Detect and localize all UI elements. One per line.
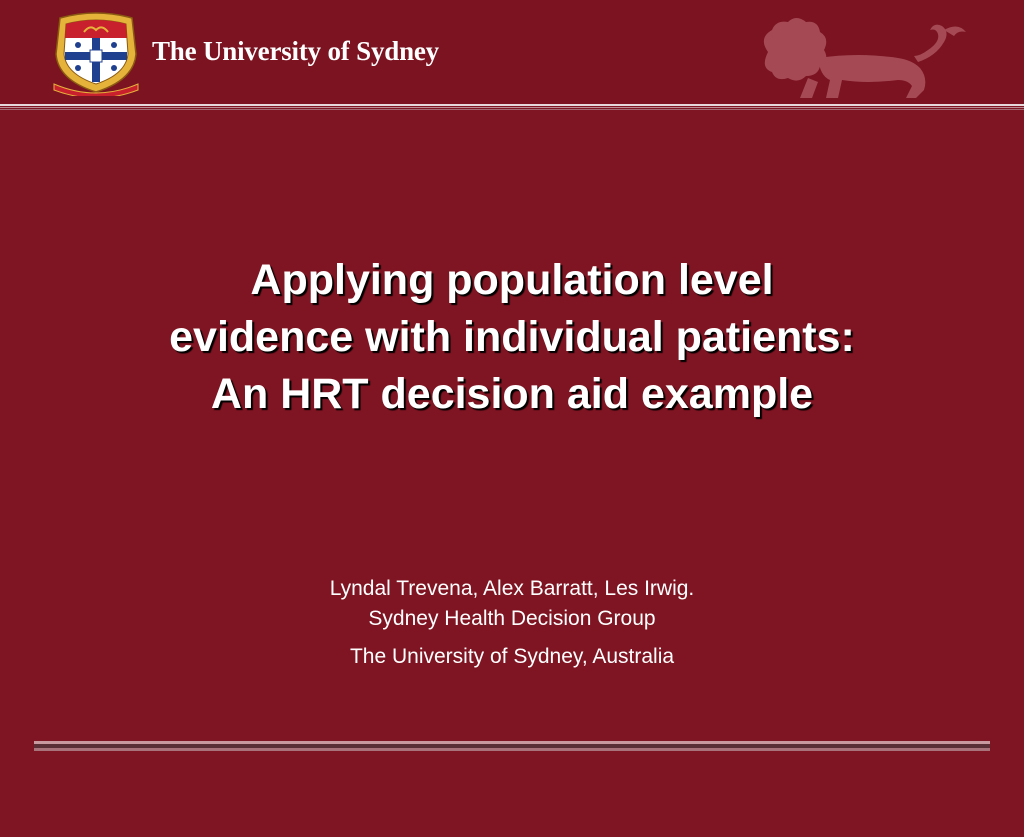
author-affiliation: The University of Sydney, Australia	[349, 645, 675, 668]
university-wordmark: The University of Sydney	[152, 36, 439, 66]
lion-emblem-icon	[748, 18, 978, 104]
author-names: Lyndal Trevena, Alex Barratt, Les Irwig.	[329, 577, 695, 600]
slide-title	[40, 252, 984, 423]
title-line: An HRT decision aid example	[210, 370, 814, 418]
header-rule-thin	[0, 109, 1024, 110]
header-rule-thin	[0, 107, 1024, 108]
title-line: Applying population level	[250, 256, 774, 304]
header-bar	[0, 0, 1024, 104]
university-crest-icon	[48, 10, 144, 96]
author-block	[40, 574, 984, 672]
title-line: evidence with individual patients:	[169, 313, 855, 361]
author-group: Sydney Health Decision Group	[368, 607, 656, 630]
footer-rule	[34, 741, 990, 753]
header-rule	[0, 104, 1024, 106]
